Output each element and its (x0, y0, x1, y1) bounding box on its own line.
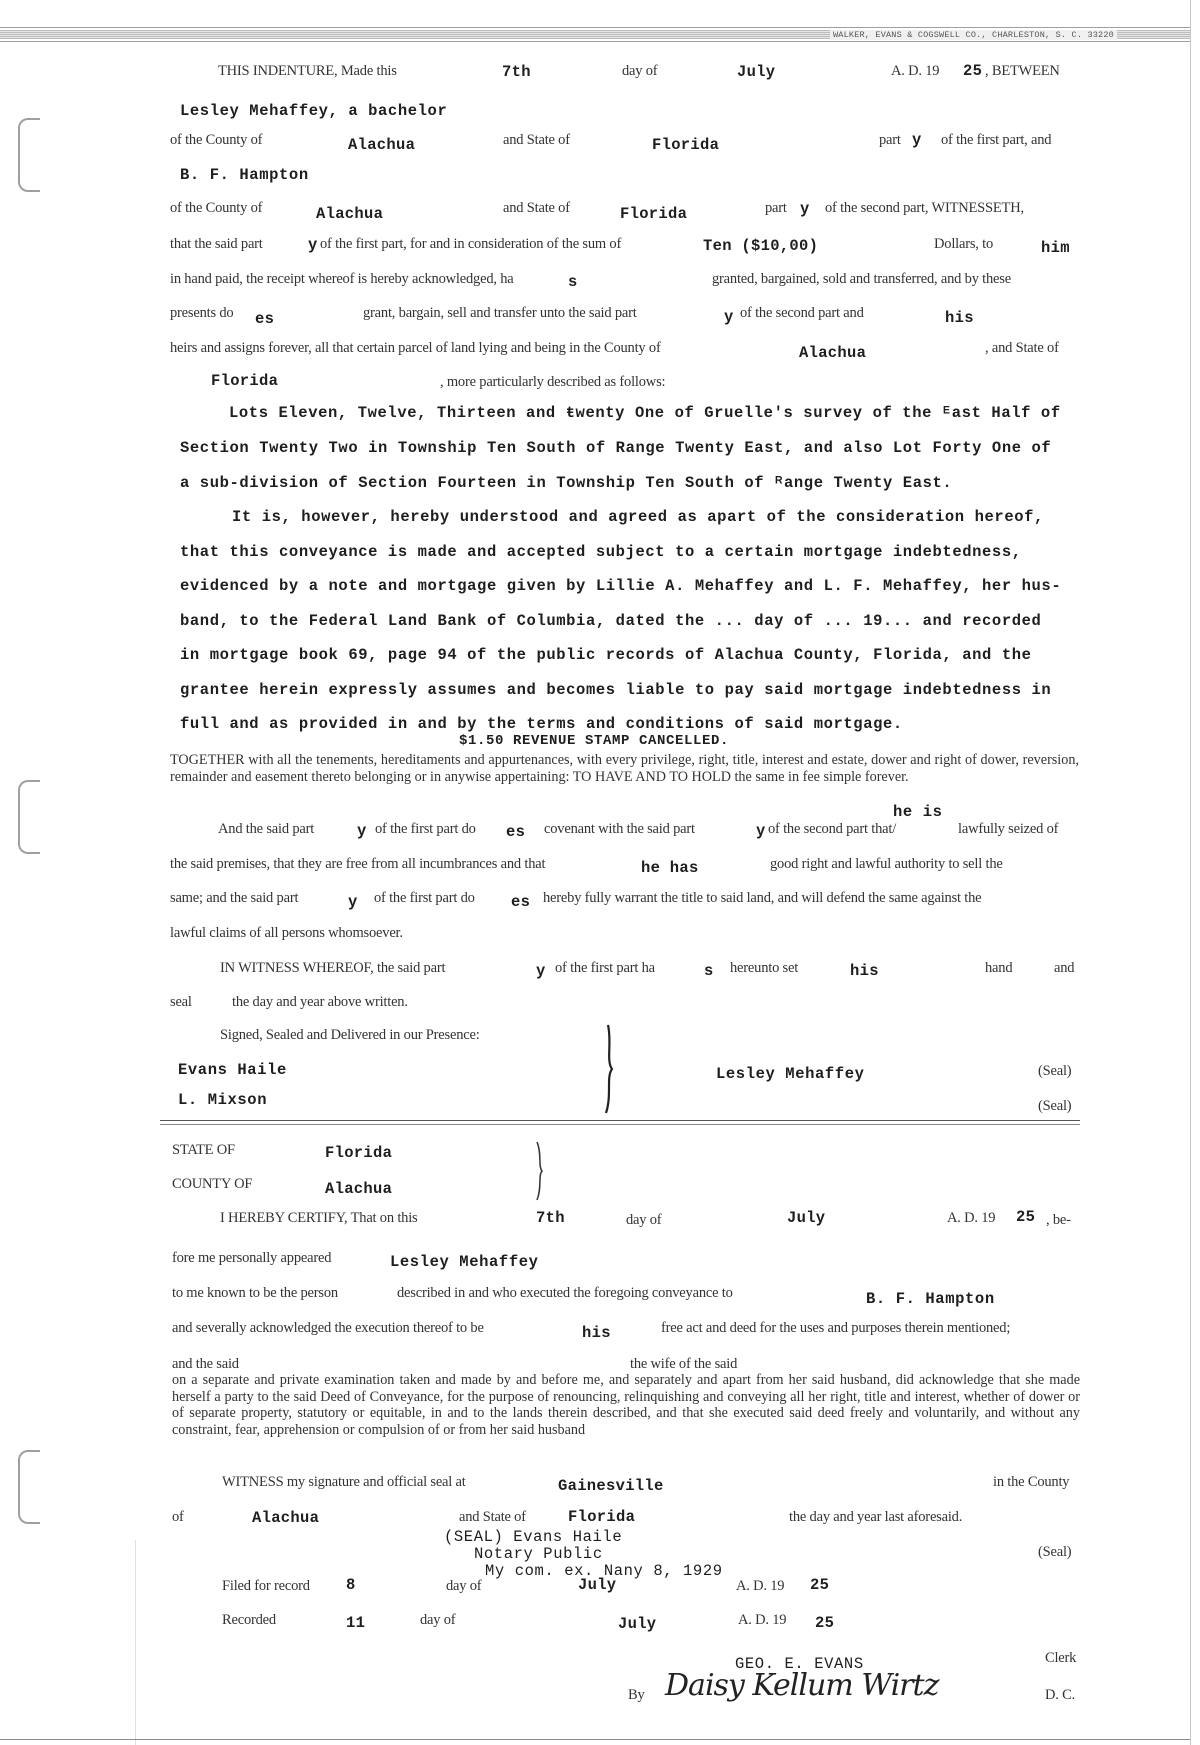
binding-mark (18, 118, 40, 192)
by-label: By (628, 1687, 645, 1703)
party-label: part (765, 200, 787, 216)
description-line: band, to the Federal Land Bank of Columbia, dated the ... day of ... 19... and recorded (180, 612, 1042, 630)
party-suffix: y (536, 962, 546, 980)
consideration-text: presents do (170, 305, 234, 321)
covenant-text: covenant with the said part (544, 821, 695, 837)
last-aforesaid: the day and year last aforesaid. (789, 1509, 963, 1525)
header-rule-top (0, 27, 1190, 28)
party-suffix: y (357, 822, 367, 840)
state-label: and State of (503, 200, 570, 216)
covenant-text: lawful claims of all persons whomsoever. (170, 925, 403, 941)
section-divider (160, 1124, 1080, 1125)
consideration-text: of the first part, for and in consideration of the sum of (320, 236, 622, 252)
wife-clause: on a separate and private examination taken and made by and before me, and separately and apart from her said husband, did acknowledge that she made herself a party to the said Deed of Conveyance, for the purpose of renouncing, relinquishing and conveying all her right, title and interest, whether of dower or of separate property, statutory or equitable, in and to the lands therein described, and that she executed said deed freely and voluntarily, and without any constraint, fear, apprehension or compulsion of or from her said husband (172, 1372, 1080, 1438)
filed-day: 8 (346, 1576, 356, 1594)
day-of-label: day of (626, 1212, 662, 1228)
witness-text: seal (170, 994, 192, 1010)
printer-imprint: WALKER, EVANS & COGSWELL CO., CHARLESTON, S. C. 33220 (830, 30, 1117, 40)
right-page-edge (1190, 0, 1191, 1745)
together-clause: TOGETHER with all the tenements, hereditaments and appurtenances, with every privilege, right, title, interest and estate, dower and right of dower, reversion, remainder and easement thereto belonging or in anywise appertaining: TO HAVE AND TO HOLD the same in fee simple forever. (170, 752, 1079, 785)
be-label: , be- (1046, 1212, 1071, 1228)
recorded-month: July (618, 1615, 657, 1633)
ack-year: 25 (1016, 1208, 1036, 1226)
recorded-year: 25 (815, 1614, 835, 1632)
grantor-state: Florida (652, 136, 720, 154)
in-county-label: in the County (993, 1474, 1070, 1490)
consideration-text: , and State of (985, 340, 1059, 356)
party-suffix: y (348, 893, 358, 911)
filed-month: July (578, 1576, 617, 1594)
county-label: of the County of (170, 200, 263, 216)
party-suffix: y (308, 236, 318, 254)
day-of-label: day of (420, 1612, 456, 1628)
description-line: It is, however, hereby understood and agreed as apart of the consideration hereof, (232, 508, 1044, 526)
binding-mark (18, 1450, 40, 1524)
severally-label: and severally acknowledged the execution thereof to be (172, 1320, 484, 1336)
county-label: of the County of (170, 132, 263, 148)
ad-label: A. D. 19 (891, 63, 940, 79)
seal-label: (Seal) (1038, 1063, 1072, 1079)
filed-label: Filed for record (222, 1578, 310, 1594)
revenue-stamp-note: $1.50 REVENUE STAMP CANCELLED. (459, 733, 730, 749)
description-line: full and as provided in and by the terms and conditions of said mortgage. (180, 715, 903, 733)
witness-text: IN WITNESS WHEREOF, the said part (220, 960, 446, 976)
witness-text: of the first part ha (555, 960, 655, 976)
covenant-text: same; and the said part (170, 890, 299, 906)
consideration-text: , more particularly described as follows: (440, 374, 666, 390)
county-of-label: COUNTY OF (172, 1176, 253, 1192)
consideration-text: that the said part (170, 236, 263, 252)
grantor-county: Alachua (348, 136, 416, 154)
dollars-label: Dollars, to (934, 236, 994, 252)
ad-label: A. D. 19 (738, 1612, 787, 1628)
indenture-month: July (737, 63, 776, 81)
signed-label: Signed, Sealed and Delivered in our Presence: (220, 1027, 480, 1043)
covenant-text: And the said part (218, 821, 315, 837)
certify-label: I HEREBY CERTIFY, That on this (220, 1210, 418, 1226)
covenant-text: the said premises, that they are free from all incumbrances and that (170, 856, 546, 872)
state-label: and State of (503, 132, 570, 148)
clerk-name: GEO. E. EVANS (735, 1655, 864, 1673)
verb-suffix: s (704, 962, 714, 980)
notary-state: Florida (568, 1508, 636, 1526)
verb-suffix: es (506, 823, 526, 841)
notary-seal-label: (Seal) (1038, 1544, 1072, 1560)
witness-name: L. Mixson (178, 1091, 268, 1109)
grantee-name: B. F. Hampton (180, 166, 309, 184)
clerk-label: Clerk (1045, 1650, 1077, 1666)
consideration-text: in hand paid, the receipt whereof is hereby acknowledged, ha (170, 271, 514, 287)
witness-pronoun: his (850, 962, 879, 980)
between-label: , BETWEEN (985, 63, 1060, 79)
left-column-guide (135, 1540, 136, 1745)
description-line: in mortgage book 69, page 94 of the public records of Alachua County, Florida, and the (180, 646, 1032, 664)
consideration-text: heirs and assigns forever, all that certain parcel of land lying and being in the County of (170, 340, 661, 356)
venue-brace (533, 1140, 549, 1202)
second-part-label: of the second part, WITNESSETH, (825, 200, 1024, 216)
description-line: that this conveyance is made and accepted subject to a certain mortgage indebtedness, (180, 543, 1022, 561)
notary-place: Gainesville (558, 1477, 664, 1495)
deputy-signature: Daisy Kellum Wirtz (665, 1668, 939, 1703)
signer-name: Lesley Mehaffey (716, 1065, 865, 1083)
appeared-label: fore me personally appeared (172, 1250, 332, 1266)
dc-label: D. C. (1045, 1687, 1076, 1703)
known-label: to me known to be the person (172, 1285, 338, 1301)
covenant-text: of the first part do (374, 890, 475, 906)
land-county: Alachua (799, 344, 867, 362)
free-act-label: free act and deed for the uses and purposes therein mentioned; (661, 1320, 1011, 1336)
notary-line: My com. ex. Nany 8, 1929 (485, 1562, 723, 1580)
witness-name: Evans Haile (178, 1061, 287, 1079)
described-label: described in and who executed the foregoing conveyance to (397, 1285, 733, 1301)
state-of-label: STATE OF (172, 1142, 235, 1158)
description-line: a sub-division of Section Fourteen in Township Ten South of ᴿange Twenty East. (180, 474, 953, 492)
party-suffix: y (756, 822, 766, 840)
filed-year: 25 (810, 1576, 830, 1594)
covenant-he-has: he has (641, 859, 699, 877)
state-of-label: and State of (459, 1509, 526, 1525)
consideration-text: of the second part and (740, 305, 864, 321)
notary-line: Notary Public (474, 1545, 603, 1563)
verb-suffix: es (255, 310, 275, 328)
grantee-state: Florida (620, 205, 688, 223)
footer-rule (0, 1739, 1190, 1740)
conveyee-name: B. F. Hampton (866, 1290, 995, 1308)
notary-county: Alachua (252, 1509, 320, 1527)
verb-suffix: es (511, 893, 531, 911)
consideration-text: granted, bargained, sold and transferred, and by these (712, 271, 1011, 287)
ack-state: Florida (325, 1144, 393, 1162)
witness-text: the day and year above written. (232, 994, 408, 1010)
ack-month: July (787, 1209, 826, 1227)
first-part-label: of the first part, and (941, 132, 1052, 148)
covenant-text: lawfully seized of (958, 821, 1059, 837)
covenant-text: good right and lawful authority to sell the (770, 856, 1003, 872)
party-suffix: y (724, 308, 734, 326)
verb-suffix: s (568, 273, 578, 291)
description-line: grantee herein expressly assumes and becomes liable to pay said mortgage indebtedness in (180, 681, 1052, 699)
grantor-name: Lesley Mehaffey, a bachelor (180, 102, 448, 120)
consideration-text: grant, bargain, sell and transfer unto the said part (363, 305, 637, 321)
covenant-text: of the second part that/ (768, 821, 897, 837)
party-suffix: y (800, 200, 810, 218)
witness-text: hand (985, 960, 1013, 976)
indenture-intro: THIS INDENTURE, Made this (218, 63, 397, 79)
recorded-label: Recorded (222, 1612, 276, 1628)
wife-label: the wife of the said (630, 1356, 738, 1372)
indenture-day: 7th (502, 63, 531, 81)
recorded-day: 11 (346, 1614, 366, 1632)
header-rule-bottom (0, 41, 1190, 42)
party-suffix: y (912, 131, 922, 149)
section-divider (160, 1120, 1080, 1121)
payee: him (1041, 239, 1070, 257)
consideration-amount: Ten ($10,00) (703, 237, 819, 255)
description-line: evidenced by a note and mortgage given by Lillie A. Mehaffey and L. F. Mehaffey, her hus- (180, 577, 1062, 595)
indenture-year: 25 (963, 62, 983, 80)
notary-line: (SEAL) Evans Haile (444, 1528, 623, 1546)
ack-day: 7th (536, 1209, 565, 1227)
appeared-name: Lesley Mehaffey (390, 1253, 539, 1271)
covenant-insert: he is (893, 803, 943, 821)
seal-label: (Seal) (1038, 1098, 1072, 1114)
covenant-text: of the first part do (375, 821, 476, 837)
day-of-label: day of (446, 1578, 482, 1594)
ack-county: Alachua (325, 1180, 393, 1198)
binding-mark (18, 780, 40, 854)
and-said-label: and the said (172, 1356, 239, 1372)
witness-text: hereunto set (730, 960, 799, 976)
witness-text: and (1054, 960, 1075, 976)
description-line: Lots Eleven, Twelve, Thirteen and ŧwenty One of Gruelle's survey of the ᴱast Half of (229, 404, 1061, 422)
of-label: of (172, 1509, 184, 1525)
signature-brace (598, 1023, 622, 1115)
ack-pronoun: his (582, 1324, 611, 1342)
ad-label: A. D. 19 (736, 1578, 785, 1594)
grantee-county: Alachua (316, 205, 384, 223)
ad-label: A. D. 19 (947, 1210, 996, 1226)
party-label: part (879, 132, 901, 148)
heirs-pronoun: his (945, 309, 974, 327)
day-of-label: day of (622, 63, 658, 79)
description-line: Section Twenty Two in Township Ten South of Range Twenty East, and also Lot Forty One of (180, 439, 1052, 457)
covenant-text: hereby fully warrant the title to said land, and will defend the same against the (543, 890, 982, 906)
land-state: Florida (211, 372, 279, 390)
witness-seal-label: WITNESS my signature and official seal at (222, 1474, 466, 1490)
